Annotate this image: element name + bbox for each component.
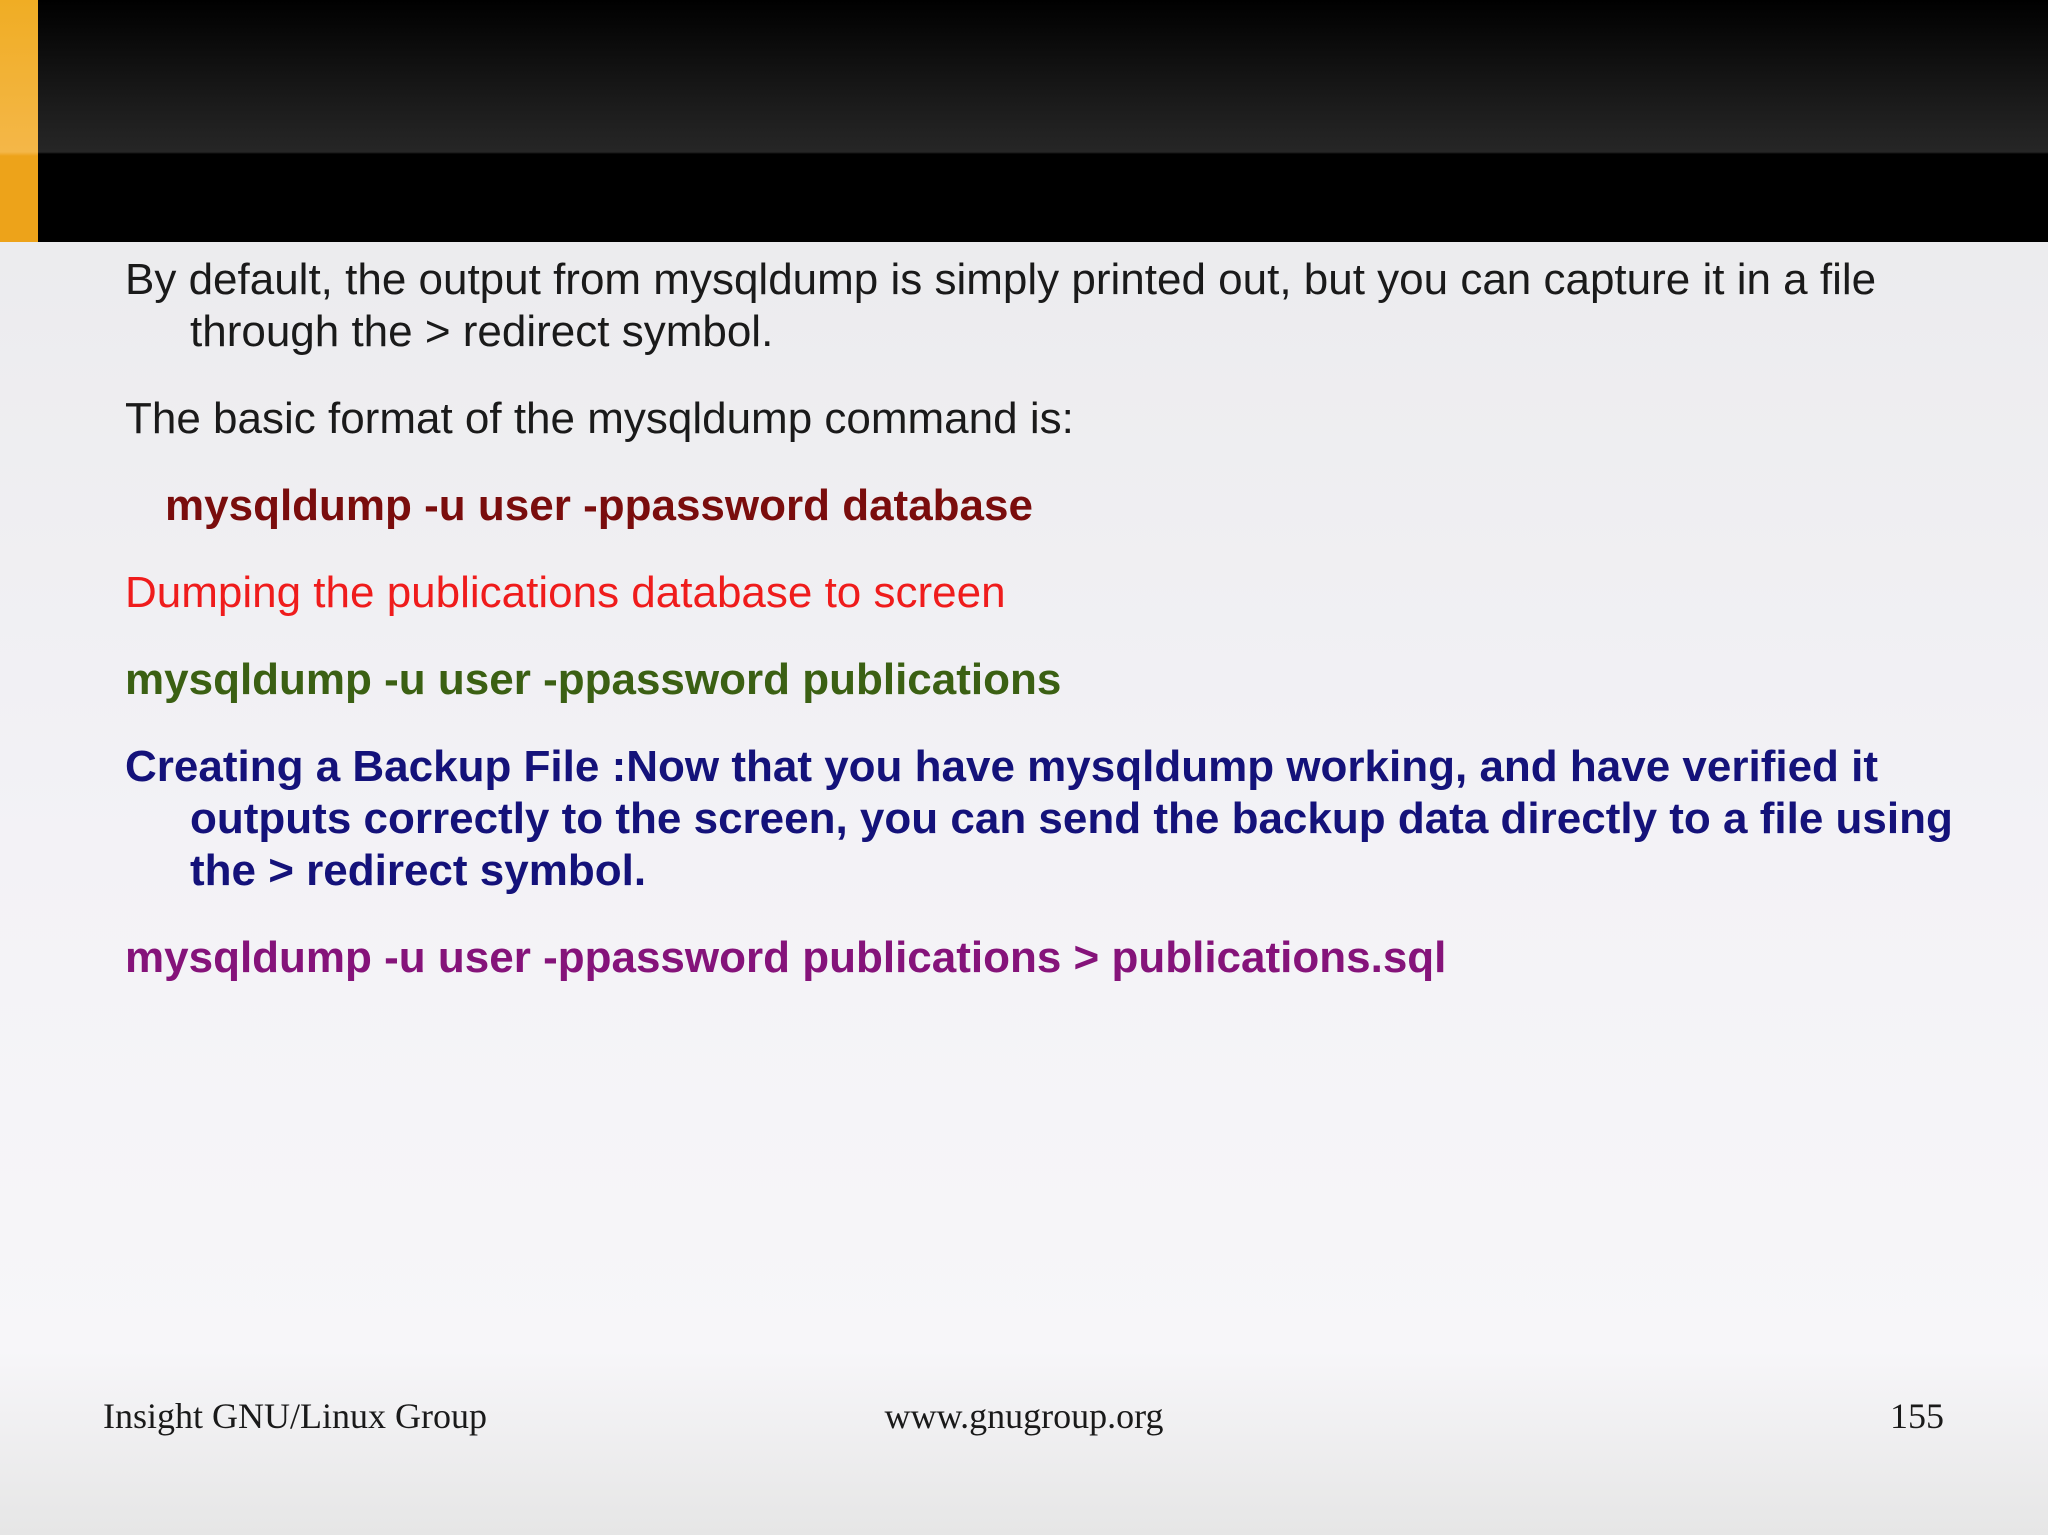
slide-content <box>125 254 1955 1019</box>
footer-organization: Insight GNU/Linux Group <box>103 1396 487 1436</box>
backup-file-command: mysqldump -u user -ppassword publications > publications.sql <box>125 933 1447 982</box>
basic-command: mysqldump -u user -ppassword database <box>165 481 1033 530</box>
footer <box>0 1395 2048 1445</box>
dump-to-screen-heading: Dumping the publications database to screen <box>125 568 1006 617</box>
backup-file-paragraph: Creating a Backup File :Now that you have mysqldump working, and have verified it outputs correctly to the screen, you can send the backup data directly to a file using the > redirect symbol. <box>125 742 1953 895</box>
accent-stripe <box>0 0 38 242</box>
header-bar <box>0 0 2048 242</box>
page-number: 155 <box>1890 1396 1944 1436</box>
intro-paragraph: By default, the output from mysqldump is simply printed out, but you can capture it in a file through the > redirect symbol. <box>125 255 1877 356</box>
format-paragraph: The basic format of the mysqldump command is: <box>125 394 1074 443</box>
dump-to-screen-command: mysqldump -u user -ppassword publications <box>125 655 1062 704</box>
footer-website: www.gnugroup.org <box>884 1396 1164 1436</box>
